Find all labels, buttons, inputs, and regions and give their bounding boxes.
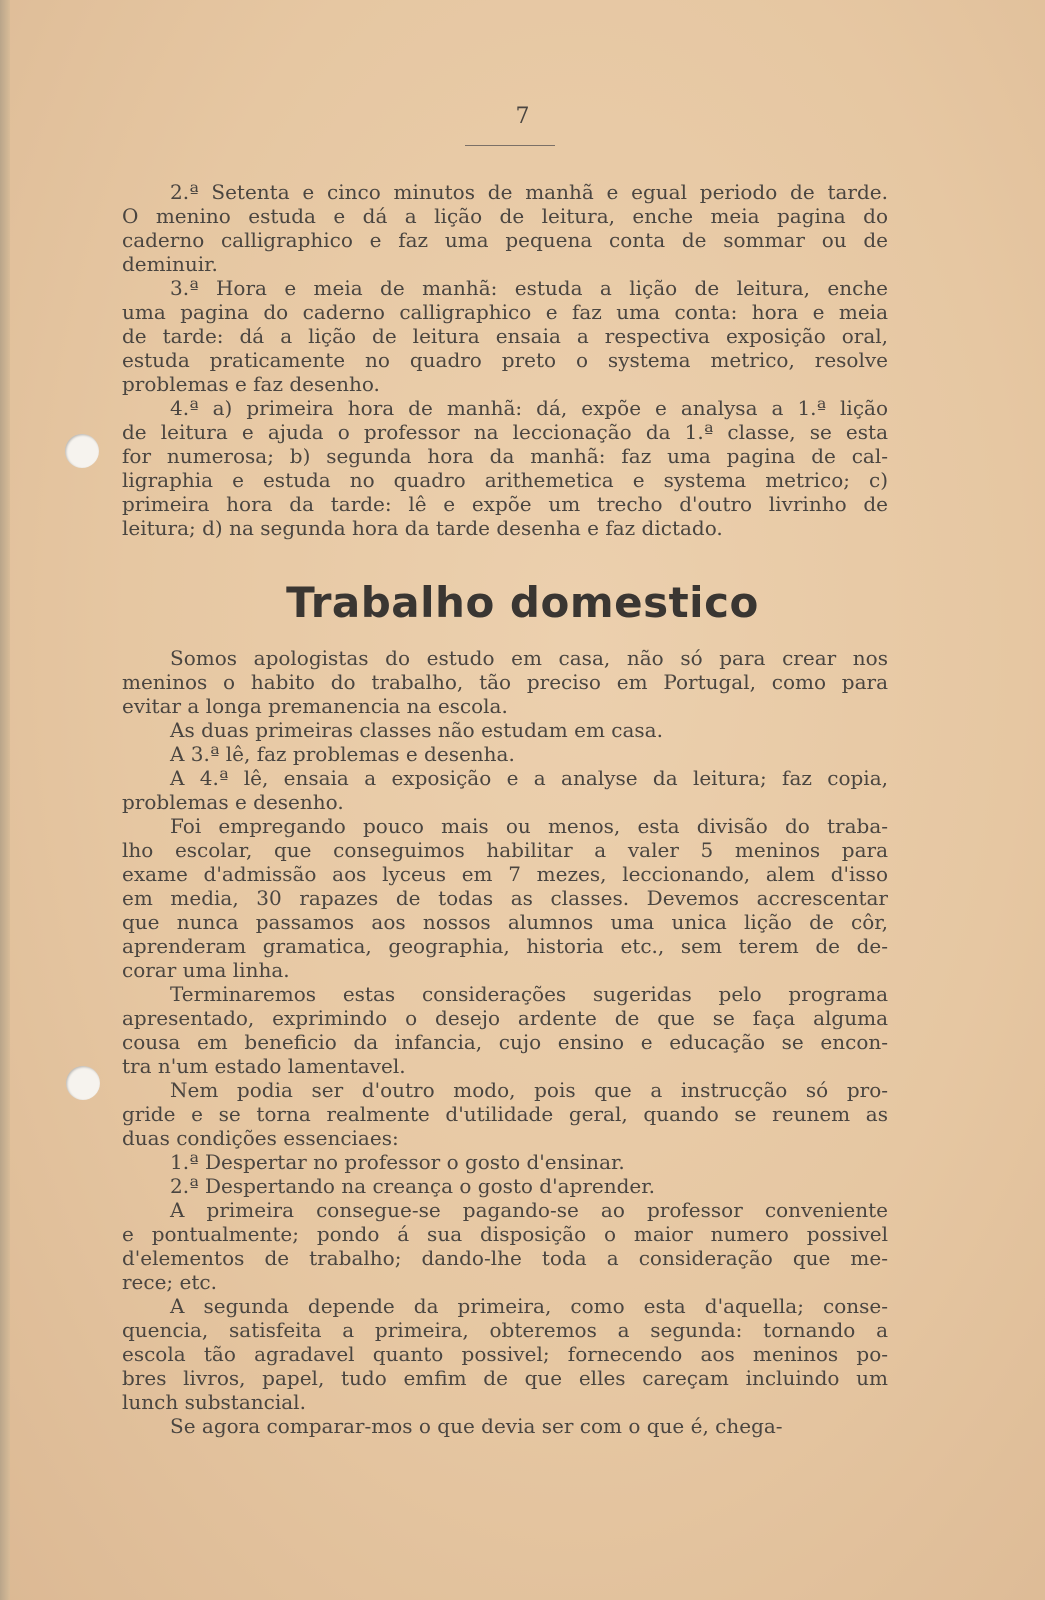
text-line: 2.ª Despertando na creança o gosto d'aprender. [170,1174,655,1198]
text-line: d'elementos de trabalho; dando-lhe toda a consideração que me- [122,1246,888,1270]
text-line: A 4.ª lê, ensaia a exposição e a analyse da leitura; faz copia, [170,766,888,790]
text-line: deminuir. [122,252,218,276]
punch-hole [66,1066,100,1100]
text-line: 1.ª Despertar no professor o gosto d'ensinar. [170,1150,625,1174]
binding-edge [0,0,10,1600]
text-line: e pontualmente; pondo á sua disposição o maior numero possivel [122,1222,888,1246]
page-number-rule [465,145,555,146]
text-line: cousa em beneficio da infancia, cujo ensino e educação se encon- [122,1030,888,1054]
text-line: gride e se torna realmente d'utilidade geral, quando se reunem as [122,1102,888,1126]
text-line: aprenderam gramatica, geographia, historia etc., sem terem de de- [122,934,888,958]
text-line: rece; etc. [122,1270,217,1294]
text-line: quencia, satisfeita a primeira, obteremos a segunda: tornando a [122,1318,888,1342]
text-line: em media, 30 rapazes de todas as classes. Devemos accrescentar [122,886,888,910]
text-line: O menino estuda e dá a lição de leitura, enche meia pagina do [122,204,888,228]
text-line: escola tão agradavel quanto possivel; fornecendo aos meninos po- [122,1342,888,1366]
text-line: A primeira consegue-se pagando-se ao professor conveniente [170,1198,888,1222]
text-line: lho escolar, que conseguimos habilitar a valer 5 meninos para [122,838,888,862]
page-number: 7 [515,104,530,129]
text-line: primeira hora da tarde: lê e expõe um trecho d'outro livrinho de [122,492,888,516]
text-line: apresentado, exprimindo o desejo ardente de que se faça alguma [122,1006,888,1030]
text-line: Somos apologistas do estudo em casa, não só para crear nos [170,646,888,670]
text-line: A 3.ª lê, faz problemas e desenha. [170,742,515,766]
text-line: 3.ª Hora e meia de manhã: estuda a lição de leitura, enche [170,276,888,300]
text-line: corar uma linha. [122,958,290,982]
text-line: bres livros, papel, tudo emfim de que elles careçam incluindo um [122,1366,888,1390]
text-line: que nunca passamos aos nossos alumnos uma unica lição de côr, [122,910,888,934]
text-line: uma pagina do caderno calligraphico e faz uma conta: hora e meia [122,300,888,324]
text-line: problemas e faz desenho. [122,372,380,396]
text-line: Nem podia ser d'outro modo, pois que a instrucção só pro- [170,1078,888,1102]
text-line: ligraphia e estuda no quadro arithemetica e systema metrico; c) [122,468,888,492]
text-line: exame d'admissão aos lyceus em 7 mezes, leccionando, alem d'isso [122,862,888,886]
text-line: de leitura e ajuda o professor na leccionação da 1.ª classe, se esta [122,420,888,444]
text-line: A segunda depende da primeira, como esta d'aquella; conse- [170,1294,888,1318]
text-line: leitura; d) na segunda hora da tarde desenha e faz dictado. [122,516,723,540]
text-line: de tarde: dá a lição de leitura ensaia a respectiva exposição oral, [122,324,888,348]
text-line: estuda praticamente no quadro preto o systema metrico, resolve [122,348,888,372]
text-line: evitar a longa premanencia na escola. [122,694,508,718]
text-line: problemas e desenho. [122,790,344,814]
text-line: Se agora comparar-mos o que devia ser com o que é, chega- [170,1414,783,1438]
section-heading: Trabalho domestico [286,578,759,627]
punch-hole [65,434,99,468]
text-line: meninos o habito do trabalho, tão preciso em Portugal, como para [122,670,888,694]
text-line: caderno calligraphico e faz uma pequena conta de sommar ou de [122,228,888,252]
text-line: for numerosa; b) segunda hora da manhã: faz uma pagina de cal- [122,444,888,468]
text-line: 4.ª a) primeira hora de manhã: dá, expõe e analysa a 1.ª lição [170,396,888,420]
text-line: 2.ª Setenta e cinco minutos de manhã e egual periodo de tarde. [170,180,888,204]
lower-text-block [122,646,888,1438]
text-line: Foi empregando pouco mais ou menos, esta divisão do traba- [170,814,888,838]
text-line: tra n'um estado lamentavel. [122,1054,406,1078]
text-line: As duas primeiras classes não estudam em casa. [170,718,663,742]
text-line: duas condições essenciaes: [122,1126,399,1150]
upper-text-block [122,180,888,540]
text-line: Terminaremos estas considerações sugeridas pelo programa [170,982,888,1006]
text-line: lunch substancial. [122,1390,306,1414]
